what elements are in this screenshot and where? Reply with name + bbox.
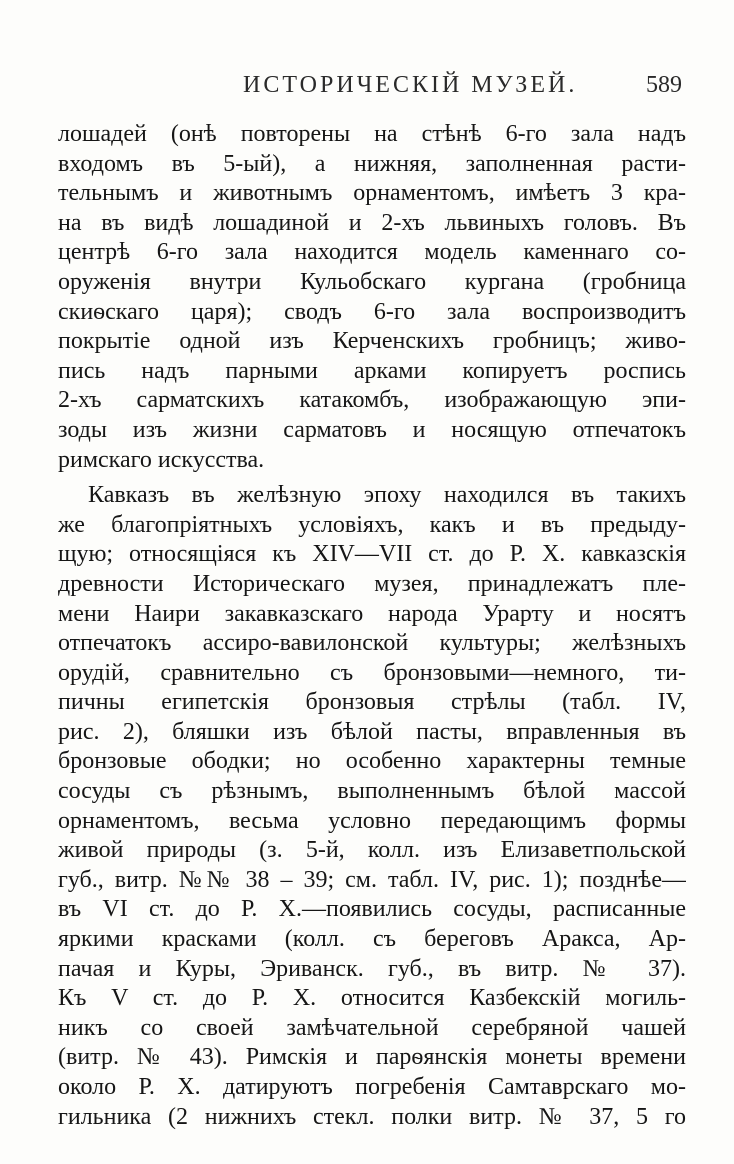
running-title: ИСТОРИЧЕСКІЙ МУЗЕЙ. xyxy=(243,72,578,98)
text-line: губ., витр. №№ 38 – 39; см. табл. IV, рис. 1); позднѣе— xyxy=(58,866,686,893)
text-line: пичны египетскія бронзовыя стрѣлы (табл. IV, xyxy=(58,689,686,716)
text-line: орудій, сравнительно съ бронзовыми—немного, ти- xyxy=(58,659,686,686)
text-line: отпечатокъ ассиро-вавилонской культуры; желѣзныхъ xyxy=(58,630,686,657)
text-line: сосуды съ рѣзнымъ, выполненнымъ бѣлой массой xyxy=(58,778,686,805)
text-line: (витр. № 43). Римскія и парѳянскія монеты времени xyxy=(58,1044,686,1071)
text-line: центрѣ 6-го зала находится модель каменнаго со- xyxy=(58,239,686,266)
text-line: мени Наири закавказскаго народа Урарту и носятъ xyxy=(58,600,686,627)
text-line: пись надъ парными арками копируетъ роспись xyxy=(58,357,686,384)
text-line: Къ V ст. до Р. Х. относится Казбекскій могиль- xyxy=(58,985,686,1012)
text-line: лошадей (онѣ повторены на стѣнѣ 6-го зала надъ xyxy=(58,121,686,147)
text-line: орнаментомъ, весьма условно передающимъ формы xyxy=(58,807,686,834)
text-line: гильника (2 нижнихъ стекл. полки витр. № 37, 5 го xyxy=(58,1103,686,1130)
body-text xyxy=(58,120,686,1132)
paragraph-1 xyxy=(58,120,686,475)
text-line: скиѳскаго царя); сводъ 6-го зала воспроизводитъ xyxy=(58,298,686,325)
text-line: бронзовые ободки; но особенно характерны темные xyxy=(58,748,686,775)
text-line: на въ видѣ лошадиной и 2-хъ львиныхъ головъ. Въ xyxy=(58,209,686,236)
text-line: оруженія внутри Кульобскаго кургана (гробница xyxy=(58,268,686,295)
text-line: въ VI ст. до Р. Х.—появились сосуды, расписанные xyxy=(58,896,686,923)
running-head xyxy=(100,72,682,106)
text-line: Кавказъ въ желѣзную эпоху находился въ такихъ xyxy=(88,482,686,509)
text-line: щую; относящіяся къ XIV—VII ст. до Р. Х. кавказскія xyxy=(58,541,686,568)
text-line: покрытіе одной изъ Керченскихъ гробницъ; живо- xyxy=(58,328,686,355)
text-line: живой природы (з. 5-й, колл. изъ Елизаветпольской xyxy=(58,837,686,864)
text-line: же благопріятныхъ условіяхъ, какъ и въ предыду- xyxy=(58,511,686,538)
text-line: входомъ въ 5-ый), а нижняя, заполненная расти- xyxy=(58,150,686,177)
paragraph-2 xyxy=(58,481,686,1132)
text-line: пачая и Куры, Эриванск. губ., въ витр. № 37). xyxy=(58,955,686,982)
text-line: яркими красками (колл. съ береговъ Аракса, Ар- xyxy=(58,926,686,953)
text-line: никъ со своей замѣчательной серебряной чашей xyxy=(58,1014,686,1041)
text-line: тельнымъ и животнымъ орнаментомъ, имѣетъ 3 кра- xyxy=(58,180,686,207)
text-line: римскаго искусства. xyxy=(58,446,265,473)
page-number: 589 xyxy=(646,72,682,98)
text-line: 2-хъ сарматскихъ катакомбъ, изображающую эпи- xyxy=(58,387,686,414)
text-line: зоды изъ жизни сарматовъ и носящую отпечатокъ xyxy=(58,416,686,443)
text-line: древности Историческаго музея, принадлежатъ пле- xyxy=(58,570,686,597)
text-line: около Р. Х. датируютъ погребенія Самтаврскаго мо- xyxy=(58,1074,686,1100)
text-line: рис. 2), бляшки изъ бѣлой пасты, вправленныя въ xyxy=(58,718,686,745)
